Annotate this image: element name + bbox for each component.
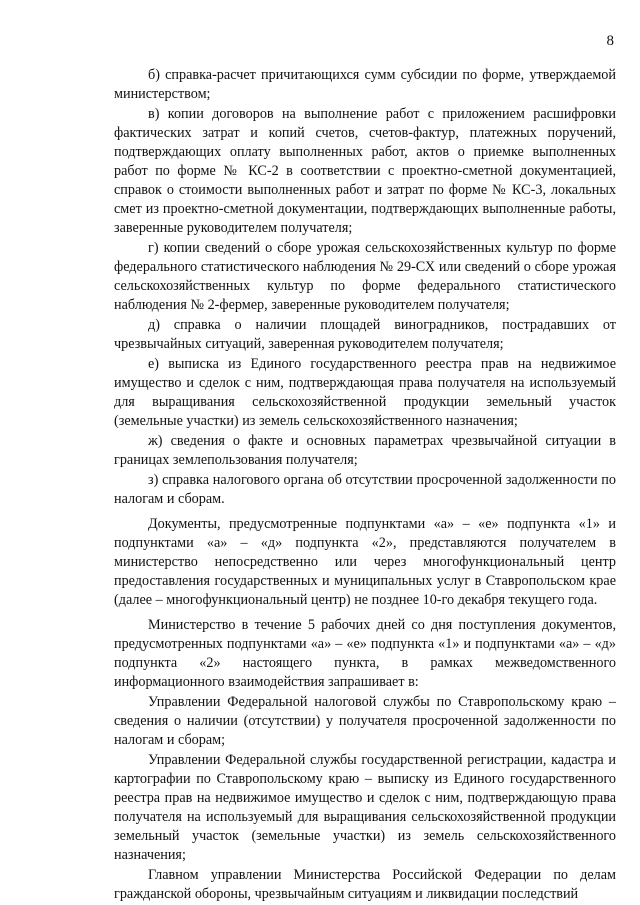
paragraph-emergency-ministry: Главном управлении Министерства Российской Федерации по делам гражданской обороны, чрезвычайным ситуациям и ликвидации последствий (114, 867, 616, 902)
paragraph-documents: Документы, предусмотренные подпунктами «а» – «е» подпункта «1» и подпунктами «а» – «д» подпункта «2», представляются получателем в министерство непосредственно или через многофункциональный центр предоставления государственных и муниципальных услуг в Ставропольском крае (далее – многофункциональный центр) не позднее 10-го декабря текущего года. (114, 516, 616, 608)
paragraph-e: е) выписка из Единого государственного реестра прав на недвижимое имущество и сделок с ним, подтверждающая права получателя на используемый для выращивания сельскохозяйственной продукции земельный участок (земельные участки) из земель сельскохозяйственного назначения; (114, 356, 616, 429)
paragraph-registration-service: Управлении Федеральной службы государственной регистрации, кадастра и картографии по Ставропольскому краю – выписку из Единого государственного реестра прав на недвижимое имущество и сделок с ним, подтверждающую права получателя на используемый для выращивания сельскохозяйственной продукции земельный участок (земельные участки) из земель сельскохозяйственного назначения; (114, 752, 616, 863)
paragraph-ministry-request: Министерство в течение 5 рабочих дней со дня поступления документов, предусмотренных подпунктами «а» – «е» подпункта «1» и подпунктами «а» – «д» подпункта «2» настоящего пункта, в рамках межведомственного информационного взаимодействия запрашивает в: (114, 617, 616, 690)
paragraph-b: б) справка-расчет причитающихся сумм субсидии по форме, утверждаемой министерством; (114, 67, 616, 102)
paragraph-tax-service: Управлении Федеральной налоговой службы по Ставропольскому краю – сведения о наличии (отсутствии) у получателя просроченной задолженности по налогам и сборам; (114, 694, 616, 748)
paragraph-d: д) справка о наличии площадей виноградников, пострадавших от чрезвычайных ситуаций, заверенная руководителем получателя; (114, 317, 616, 352)
document-body (114, 66, 616, 905)
paragraph-v: в) копии договоров на выполнение работ с приложением расшифровки фактических затрат и копий счетов, счетов-фактур, платежных поручений, подтверждающих оплату выполненных работ, актов о приемке выполненных работ по форме № КС-2 в соответствии с проектно-сметной документацией, справок о стоимости выполненных работ и затрат по форме № КС-3, локальных смет из проектно-сметной документации, подтверждающих выполненные работы, заверенные руководителем получателя; (114, 106, 616, 236)
paragraph-zh: ж) сведения о факте и основных параметрах чрезвычайной ситуации в границах землепользования получателя; (114, 433, 616, 468)
page-number: 8 (606, 33, 614, 49)
paragraph-z: з) справка налогового органа об отсутствии просроченной задолженности по налогам и сборам. (114, 472, 616, 507)
paragraph-g: г) копии сведений о сборе урожая сельскохозяйственных культур по форме федерального статистического наблюдения № 29-СХ или сведений о сборе урожая сельскохозяйственных культур по форме федерального статистического наблюдения № 2-фермер, заверенные руководителем получателя; (114, 240, 616, 313)
